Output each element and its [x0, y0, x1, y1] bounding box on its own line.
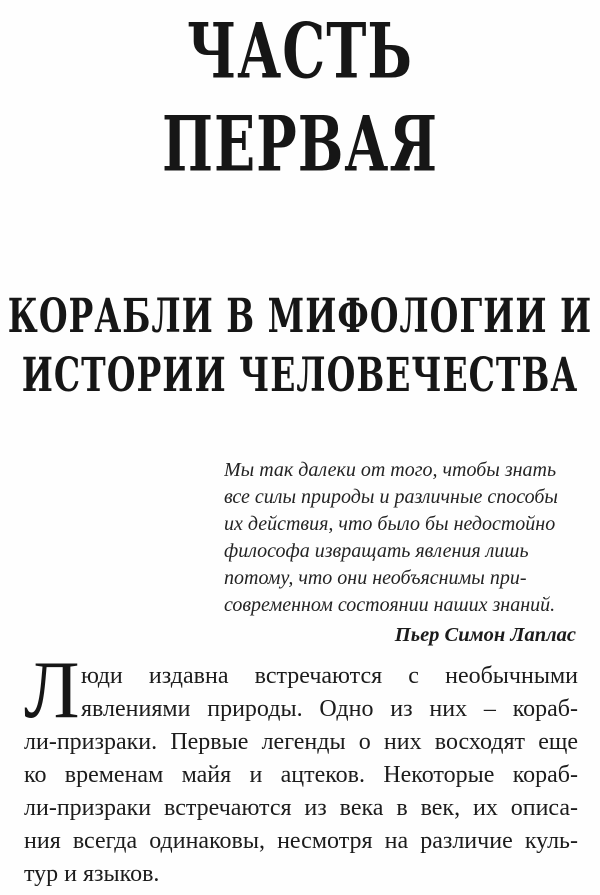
part-title-line-1: ЧАСТЬ	[186, 6, 413, 96]
chapter-title-line-1: КОРАБЛИ В МИФОЛОГИИ И	[7, 287, 593, 344]
part-title-line-2: ПЕРВАЯ	[162, 99, 438, 189]
epigraph-line: современном состоянии наших знаний.	[224, 594, 556, 616]
body-line: юди издавна встречаются с необычными	[81, 663, 578, 689]
body-line: явлениями природы. Одно из них – кораб-	[81, 696, 578, 722]
drop-cap: Л	[24, 644, 80, 735]
body-line: ния всегда одинаковы, несмотря на различие куль-	[24, 828, 578, 854]
body-line: ко временам майя и ацтеков. Некоторые кораб-	[24, 762, 578, 788]
body-line: тур и языков.	[24, 861, 160, 887]
chapter-title-line-2: ИСТОРИИ ЧЕЛОВЕЧЕСТВА	[21, 346, 579, 403]
epigraph-line: потому, что они необъяснимы при-	[224, 567, 527, 589]
body-line: ли-призраки. Первые легенды о них восходят еще	[24, 729, 578, 755]
opening-paragraph	[24, 644, 578, 891]
epigraph-line: их действия, что было бы недостойно	[224, 513, 556, 535]
epigraph-line: Мы так далеки от того, чтобы знать	[224, 459, 557, 481]
epigraph	[224, 457, 576, 649]
epigraph-line: все силы природы и различные способы	[224, 486, 558, 508]
epigraph-line: философа извращать явления лишь	[224, 540, 529, 562]
epigraph-attribution: Пьер Симон Лаплас	[394, 624, 576, 646]
body-line: ли-призраки встречаются из века в век, их описа-	[24, 795, 578, 821]
